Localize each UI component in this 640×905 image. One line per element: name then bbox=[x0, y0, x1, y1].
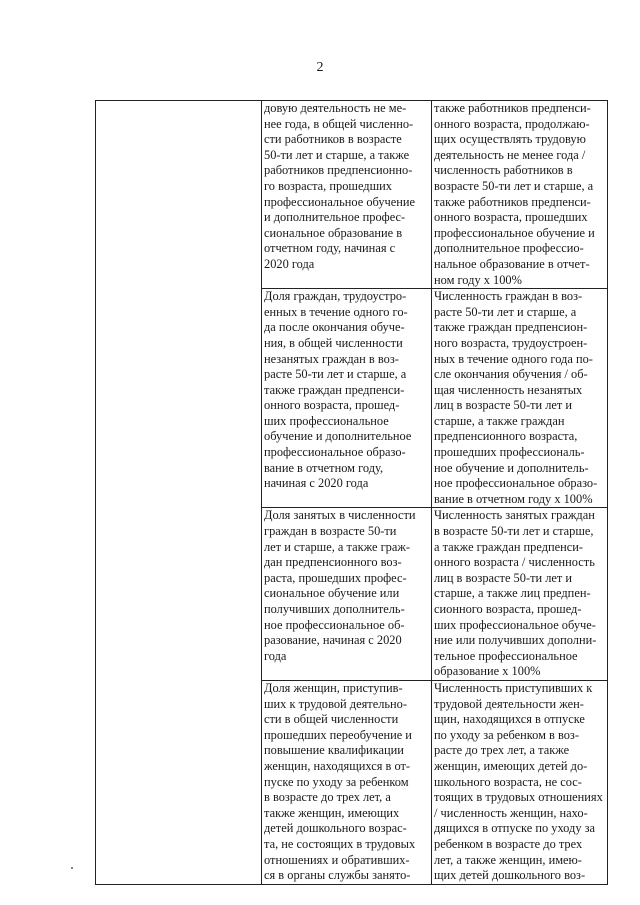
indicator-cell: Доля граждан, трудоустро- енных в течение одного го- да после окончания обуче- ния, в общей численности незанятых граждан в воз- расте 50-ти лет и старше, а также граждан предпенси- онного возраста, прошед- ших профессиональное обучение и дополнительное профессиональное образо- вание в отчетном году, начиная с 2020 года bbox=[262, 289, 432, 508]
formula-cell: также работников предпенси- онного возраста, продолжаю- щих осуществлять трудовую деятельность не менее года / численность работников в возрасте 50-ти лет и старше, а также работников предпенси- онного возраста, прошедших профессиональное обучение и дополнительное профессио- нальное образование в отчет- ном году x 100% bbox=[432, 101, 608, 289]
indicator-cell: Доля женщин, приступив- ших к трудовой деятельно- сти в общей численности прошедших переобучение и повышение квалификации женщин, находящихся в от- пуске по уходу за ребенком в возрасте до трех лет, а также женщин, имеющих детей дошкольного возрас- та, не состоящих в трудовых отношениях и обративших- ся в органы службы занято- bbox=[262, 680, 432, 884]
indicator-cell: довую деятельность не ме- нее года, в общей численно- сти работников в возрасте 50-ти лет и старше, а также работников предпенсионно- го возраста, прошедших профессиональное обучение и дополнительное профес- сиональное образование в отчетном году, начиная с 2020 года bbox=[262, 101, 432, 289]
table-row bbox=[96, 101, 608, 289]
formula-cell: Численность приступивших к трудовой деятельности жен- щин, находящихся в отпуске по уходу за ребенком в воз- расте до трех лет, а также женщин, имеющих детей до- школьного возраста, не сос- тоящих в трудовых отношениях / численность женщин, нахо- дящихся в отпуске по уходу за ребенком в возрасте до трех лет, а также женщин, имею- щих детей дошкольного воз- bbox=[432, 680, 608, 884]
formula-cell: Численность граждан в воз- расте 50-ти лет и старше, а также граждан предпенсион- ного возраста, трудоустроен- ных в течение одного года по- сле окончания обучения / об- щая численность незанятых лиц в возрасте 50-ти лет и старше, а также граждан предпенсионного возраста, прошедших профессиональ- ное обучение и дополнитель- ное профессиональное образо- вание в отчетном году x 100% bbox=[432, 289, 608, 508]
scan-speck bbox=[71, 867, 73, 869]
formula-cell: Численность занятых граждан в возрасте 50-ти лет и старше, а также граждан предпенси- онного возраста / численность лиц в возрасте 50-ти лет и старше, а также лиц предпен- сионного возраста, прошед- ших профессиональное обуче- ние или получивших дополни- тельное профессиональное образование x 100% bbox=[432, 508, 608, 681]
page-number: 2 bbox=[316, 60, 324, 75]
indicator-cell: Доля занятых в численности граждан в возрасте 50-ти лет и старше, а также граж- дан предпенсионного воз- раста, прошедших профес- сиональное обучение или получивших дополнитель- ное профессиональное об- разование, начиная с 2020 года bbox=[262, 508, 432, 681]
name-cell bbox=[96, 101, 262, 885]
indicators-table bbox=[95, 100, 608, 885]
